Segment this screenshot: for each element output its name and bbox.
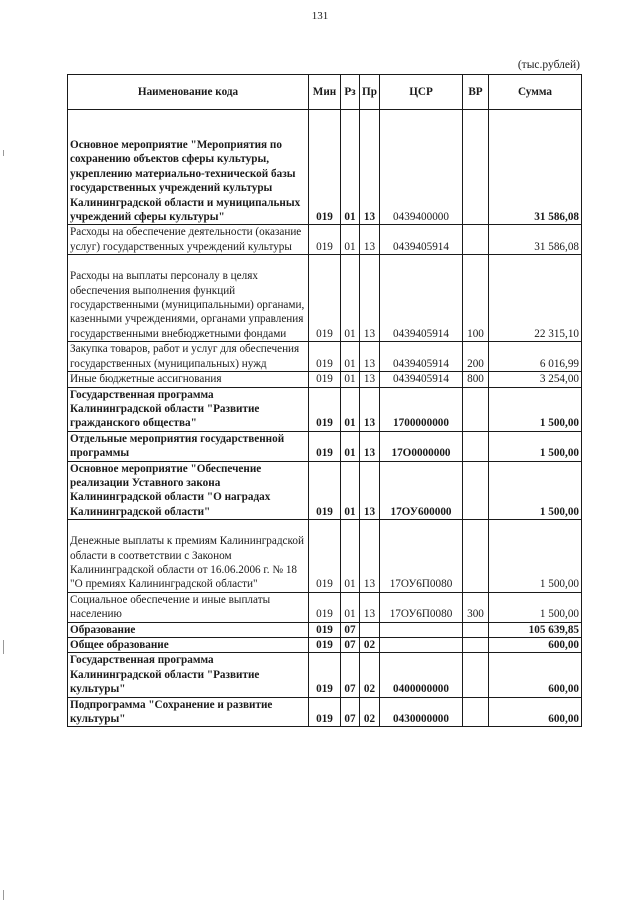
row-pr: 13 bbox=[360, 225, 380, 255]
row-rz: 07 bbox=[341, 638, 360, 653]
row-sum: 1 500,00 bbox=[489, 592, 582, 622]
row-rz: 01 bbox=[341, 110, 360, 225]
scan-edge-mark bbox=[3, 150, 4, 156]
row-name: Образование bbox=[68, 622, 309, 637]
row-rz: 01 bbox=[341, 372, 360, 387]
row-sum: 1 500,00 bbox=[489, 461, 582, 520]
row-vr bbox=[463, 461, 489, 520]
row-pr: 13 bbox=[360, 255, 380, 342]
units-label: (тыс.рублей) bbox=[517, 59, 580, 71]
row-name: Основное мероприятие "Мероприятия по сохранению объектов сферы культуры, укреплению материально-технической базы государственных учреждений культуры Калининградской области и муниципальных учреждений сферы культуры" bbox=[68, 110, 309, 225]
row-pr: 13 bbox=[360, 431, 380, 461]
row-name: Расходы на выплаты персоналу в целях обеспечения выполнения функций государственными (муниципальными) органами, казенными учреждениями, органами управления государственными внебюджетными фондами bbox=[68, 255, 309, 342]
row-sum: 105 639,85 bbox=[489, 622, 582, 637]
table-row bbox=[68, 592, 582, 622]
row-name: Социальное обеспечение и иные выплаты населению bbox=[68, 592, 309, 622]
row-csr: 1700000000 bbox=[380, 387, 463, 431]
row-csr: 0439405914 bbox=[380, 372, 463, 387]
row-sum: 1 500,00 bbox=[489, 387, 582, 431]
row-rz: 01 bbox=[341, 592, 360, 622]
row-pr: 13 bbox=[360, 592, 380, 622]
page-number: 131 bbox=[311, 10, 329, 22]
row-rz: 07 bbox=[341, 697, 360, 727]
row-min: 019 bbox=[309, 225, 341, 255]
table-row bbox=[68, 255, 582, 342]
scan-edge-mark bbox=[3, 640, 4, 654]
row-pr: 13 bbox=[360, 461, 380, 520]
row-pr: 13 bbox=[360, 110, 380, 225]
row-vr: 100 bbox=[463, 255, 489, 342]
header-name: Наименование кода bbox=[68, 75, 309, 110]
row-rz: 01 bbox=[341, 255, 360, 342]
row-pr: 13 bbox=[360, 387, 380, 431]
budget-table bbox=[67, 74, 582, 727]
table-row bbox=[68, 431, 582, 461]
row-min: 019 bbox=[309, 342, 341, 372]
table-header-row bbox=[68, 75, 582, 110]
row-name: Государственная программа Калининградской области "Развитие культуры" bbox=[68, 653, 309, 697]
table-row bbox=[68, 342, 582, 372]
row-rz: 01 bbox=[341, 342, 360, 372]
row-name: Расходы на обеспечение деятельности (оказание услуг) государственных учреждений культуры bbox=[68, 225, 309, 255]
table-row bbox=[68, 697, 582, 727]
row-sum: 6 016,99 bbox=[489, 342, 582, 372]
row-vr bbox=[463, 697, 489, 727]
row-rz: 07 bbox=[341, 653, 360, 697]
row-csr: 0439405914 bbox=[380, 255, 463, 342]
row-sum: 600,00 bbox=[489, 697, 582, 727]
row-pr bbox=[360, 622, 380, 637]
row-pr: 13 bbox=[360, 520, 380, 593]
row-name: Общее образование bbox=[68, 638, 309, 653]
row-pr: 13 bbox=[360, 342, 380, 372]
row-min: 019 bbox=[309, 592, 341, 622]
row-csr: 0439405914 bbox=[380, 225, 463, 255]
row-vr bbox=[463, 431, 489, 461]
row-sum: 1 500,00 bbox=[489, 520, 582, 593]
row-vr: 800 bbox=[463, 372, 489, 387]
row-name: Иные бюджетные ассигнования bbox=[68, 372, 309, 387]
row-sum: 600,00 bbox=[489, 638, 582, 653]
row-rz: 07 bbox=[341, 622, 360, 637]
row-csr: 17ОУ600000 bbox=[380, 461, 463, 520]
table-row bbox=[68, 622, 582, 637]
row-name: Государственная программа Калининградской области "Развитие гражданского общества" bbox=[68, 387, 309, 431]
row-csr bbox=[380, 622, 463, 637]
row-csr: 0439400000 bbox=[380, 110, 463, 225]
row-vr bbox=[463, 622, 489, 637]
row-min: 019 bbox=[309, 431, 341, 461]
row-sum: 3 254,00 bbox=[489, 372, 582, 387]
row-pr: 02 bbox=[360, 697, 380, 727]
row-name: Основное мероприятие "Обеспечение реализации Уставного закона Калининградской области "О наградах Калининградской области" bbox=[68, 461, 309, 520]
table-row bbox=[68, 520, 582, 593]
row-rz: 01 bbox=[341, 387, 360, 431]
row-min: 019 bbox=[309, 697, 341, 727]
row-min: 019 bbox=[309, 638, 341, 653]
row-rz: 01 bbox=[341, 225, 360, 255]
row-min: 019 bbox=[309, 622, 341, 637]
table-row bbox=[68, 372, 582, 387]
row-name: Закупка товаров, работ и услуг для обеспечения государственных (муниципальных) нужд bbox=[68, 342, 309, 372]
row-csr: 17ОУ6П0080 bbox=[380, 592, 463, 622]
row-csr: 0439405914 bbox=[380, 342, 463, 372]
row-min: 019 bbox=[309, 372, 341, 387]
row-pr: 02 bbox=[360, 653, 380, 697]
row-vr bbox=[463, 520, 489, 593]
scan-edge-mark bbox=[3, 890, 4, 900]
row-name: Денежные выплаты к премиям Калининградской области в соответствии с Законом Калининградской области от 16.06.2006 г. № 18 "О премиях Калининградской области" bbox=[68, 520, 309, 593]
table-row bbox=[68, 461, 582, 520]
row-sum: 600,00 bbox=[489, 653, 582, 697]
table-row bbox=[68, 225, 582, 255]
row-min: 019 bbox=[309, 520, 341, 593]
row-pr: 13 bbox=[360, 372, 380, 387]
row-min: 019 bbox=[309, 461, 341, 520]
row-csr: 17О0000000 bbox=[380, 431, 463, 461]
row-vr bbox=[463, 110, 489, 225]
row-name: Отдельные мероприятия государственной программы bbox=[68, 431, 309, 461]
row-sum: 22 315,10 bbox=[489, 255, 582, 342]
row-vr bbox=[463, 638, 489, 653]
row-min: 019 bbox=[309, 255, 341, 342]
row-rz: 01 bbox=[341, 461, 360, 520]
table-row bbox=[68, 653, 582, 697]
row-csr: 17ОУ6П0080 bbox=[380, 520, 463, 593]
row-csr bbox=[380, 638, 463, 653]
row-sum: 31 586,08 bbox=[489, 110, 582, 225]
header-vr: ВР bbox=[463, 75, 489, 110]
row-sum: 1 500,00 bbox=[489, 431, 582, 461]
row-vr: 300 bbox=[463, 592, 489, 622]
row-rz: 01 bbox=[341, 431, 360, 461]
header-csr: ЦСР bbox=[380, 75, 463, 110]
row-csr: 0430000000 bbox=[380, 697, 463, 727]
header-pr: Пр bbox=[360, 75, 380, 110]
header-min: Мин bbox=[309, 75, 341, 110]
row-pr: 02 bbox=[360, 638, 380, 653]
table-row bbox=[68, 110, 582, 225]
header-sum: Сумма bbox=[489, 75, 582, 110]
row-sum: 31 586,08 bbox=[489, 225, 582, 255]
header-rz: Рз bbox=[341, 75, 360, 110]
row-min: 019 bbox=[309, 653, 341, 697]
row-csr: 0400000000 bbox=[380, 653, 463, 697]
row-rz: 01 bbox=[341, 520, 360, 593]
row-vr bbox=[463, 387, 489, 431]
row-vr: 200 bbox=[463, 342, 489, 372]
table-row bbox=[68, 638, 582, 653]
row-name: Подпрограмма "Сохранение и развитие культуры" bbox=[68, 697, 309, 727]
table-row bbox=[68, 387, 582, 431]
row-vr bbox=[463, 653, 489, 697]
row-min: 019 bbox=[309, 110, 341, 225]
row-vr bbox=[463, 225, 489, 255]
row-min: 019 bbox=[309, 387, 341, 431]
